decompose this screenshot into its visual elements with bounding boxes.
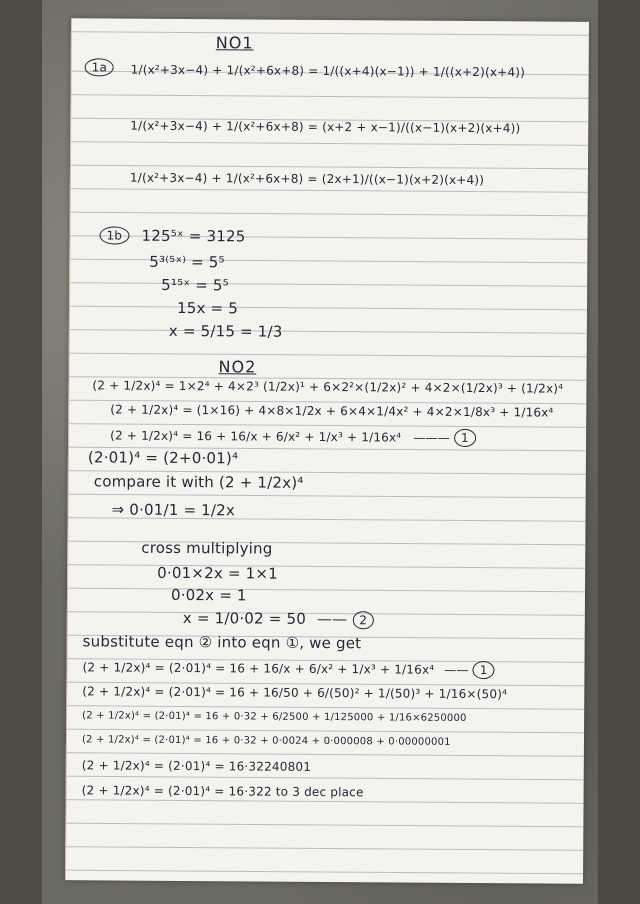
working-line: 5³⁽⁵ˣ⁾ = 5⁵ [149, 252, 225, 272]
working-line: (2 + 1/2x)⁴ = 16 + 16/x + 6/x² + 1/x³ + 1/16x⁴ ——— 1 [110, 426, 476, 447]
equation-tag: 1 [473, 661, 495, 679]
working-line: 15x = 5 [176, 298, 239, 318]
working-line: (2 + 1/2x)⁴ = (1×16) + 4×8×1/2x + 6×4×1/4x² + 4×2×1/8x³ + 1/16x⁴ [110, 402, 554, 420]
working-line: cross multiplying [141, 538, 273, 558]
working-line: compare it with (2 + 1/2x)⁴ [93, 472, 304, 492]
working-line: (2 + 1/2x)⁴ = (2·01)⁴ = 16·32240801 [81, 758, 312, 774]
equation-tag: 2 [352, 611, 374, 629]
working-line: x = 1/0·02 = 50 —— 2 [183, 609, 374, 629]
working-line: ⇒ 0·01/1 = 1/2x [111, 500, 236, 520]
working-line: (2 + 1/2x)⁴ = (2·01)⁴ = 16 + 0·32 + 0·0024 + 0·000008 + 0·00000001 [81, 734, 451, 748]
working-line: substitute eqn ② into eqn ①, we get [82, 632, 362, 653]
working-line: (2 + 1/2x)⁴ = (2·01)⁴ = 16·322 to 3 dec place [81, 783, 364, 800]
lined-paper-sheet [65, 18, 589, 884]
section-heading-no2: NO2 [218, 357, 257, 377]
working-line: (2 + 1/2x)⁴ = (2·01)⁴ = 16 + 16/50 + 6/(50)² + 1/(50)³ + 1/16×(50)⁴ [82, 684, 508, 702]
working-line: 0·01×2x = 1×1 [157, 563, 278, 583]
working-line: 125⁵ˣ = 3125 [141, 226, 246, 246]
working-line: 1/(x²+3x−4) + 1/(x²+6x+8) = (x+2 + x−1)/((x−1)(x+2)(x+4)) [130, 118, 521, 136]
background-surface-right [598, 0, 640, 904]
working-line: (2 + 1/2x)⁴ = (2·01)⁴ = 16 + 0·32 + 6/2500 + 1/125000 + 1/16×6250000 [82, 710, 467, 724]
equation-tag: 1 [454, 429, 476, 447]
paper-margin-line [65, 18, 72, 880]
question-label-1a: 1a [85, 58, 115, 76]
working-line: (2 + 1/2x)⁴ = (2·01)⁴ = 16 + 16/x + 6/x² + 1/x³ + 1/16x⁴ —— 1 [82, 658, 494, 679]
working-line: 1/(x²+3x−4) + 1/(x²+6x+8) = (2x+1)/((x−1)(x+2)(x+4)) [129, 170, 485, 188]
working-line: 5¹⁵ˣ = 5⁵ [161, 275, 229, 295]
working-line: (2·01)⁴ = (2+0·01)⁴ [87, 448, 239, 468]
working-line: 1/(x²+3x−4) + 1/(x²+6x+8) = 1/((x+4)(x−1)) + 1/((x+2)(x+4)) [130, 62, 526, 80]
background-surface-left [0, 0, 42, 904]
working-line: (2 + 1/2x)⁴ = 1×2⁴ + 4×2³ (1/2x)¹ + 6×2²×(1/2x)² + 4×2×(1/2x)³ + (1/2x)⁴ [92, 378, 564, 396]
working-line: 0·02x = 1 [170, 585, 247, 605]
working-line: x = 5/15 = 1/3 [168, 321, 283, 341]
question-label-1b: 1b [99, 226, 129, 244]
section-heading-no1: NO1 [215, 33, 254, 53]
